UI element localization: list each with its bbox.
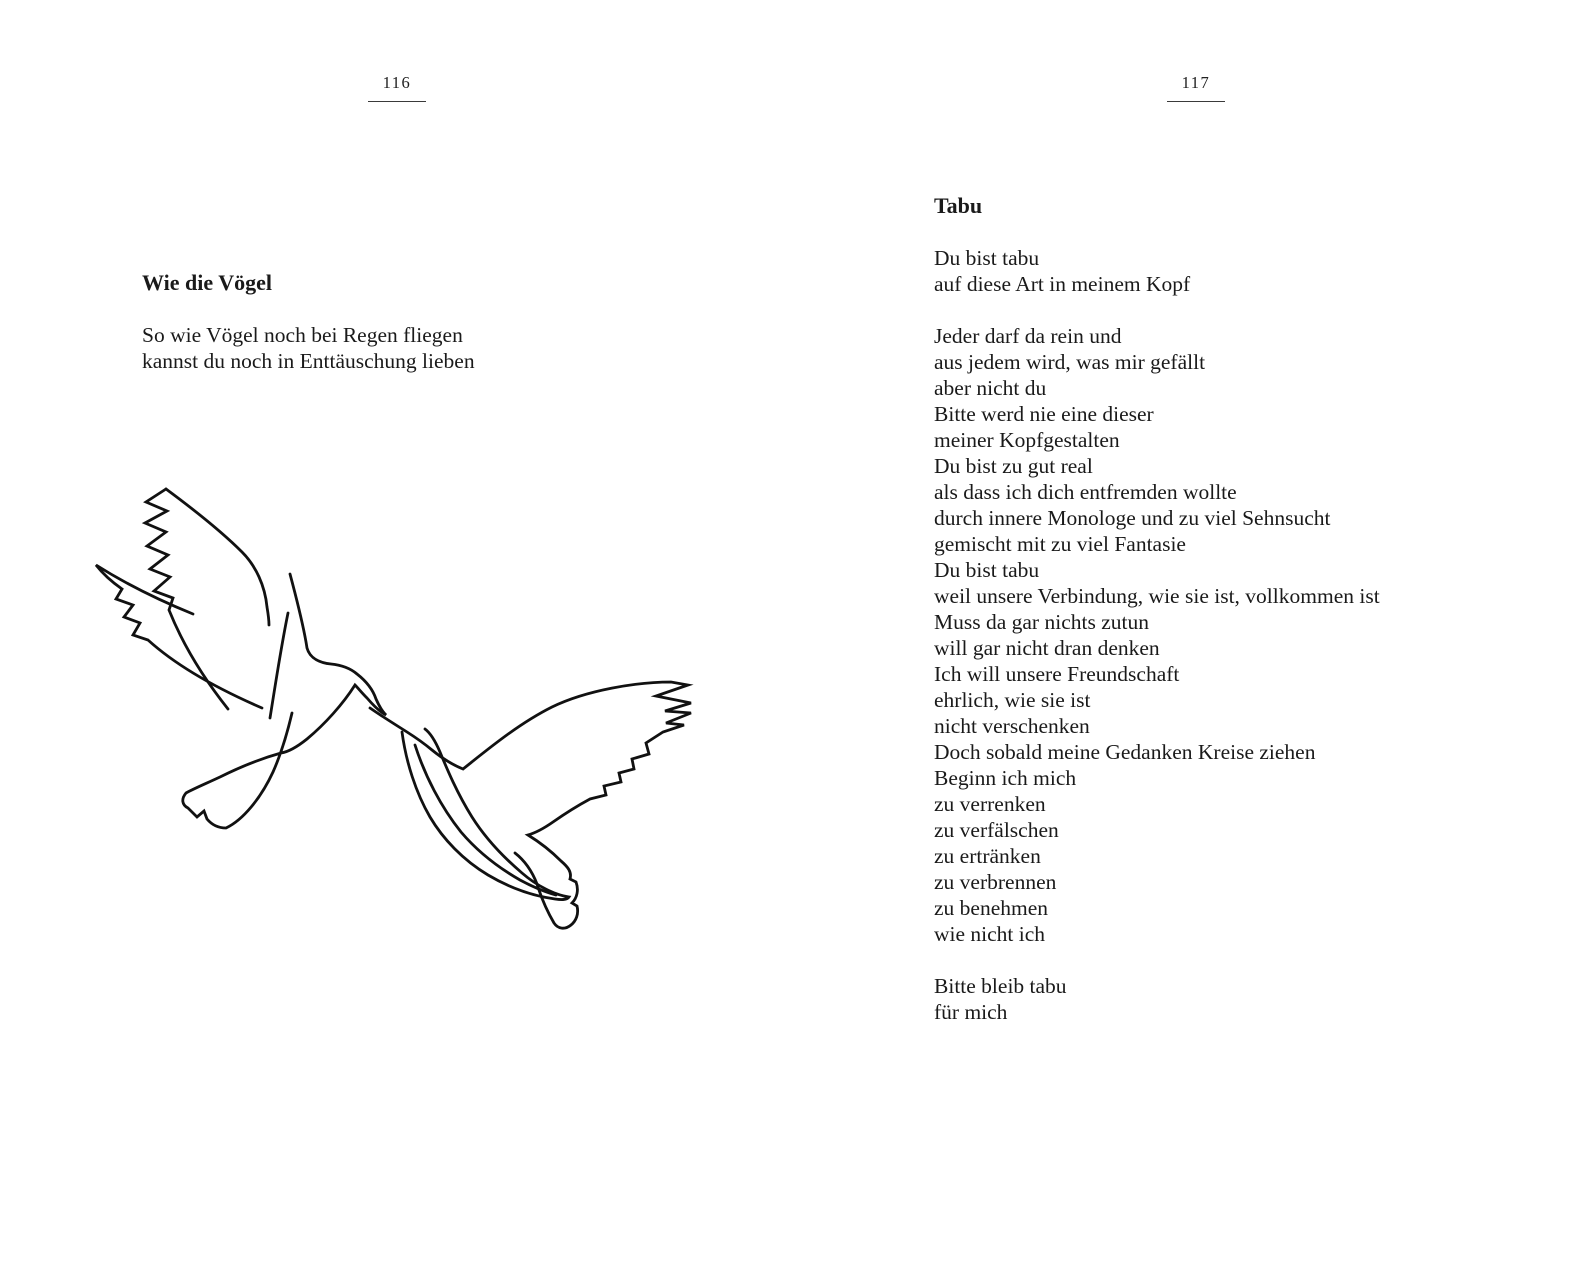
poem-line: will gar nicht dran denken <box>934 636 1160 660</box>
poem-line: Du bist zu gut real <box>934 454 1093 478</box>
poem-line: zu ertränken <box>934 844 1041 868</box>
poem-line: Ich will unsere Freundschaft <box>934 662 1180 686</box>
poem-line: Bitte bleib tabu <box>934 974 1067 998</box>
poem-line: zu verbrennen <box>934 870 1057 894</box>
poem-body <box>142 322 702 374</box>
poem-title: Wie die Vögel <box>142 270 272 295</box>
poem-left <box>142 270 702 374</box>
poem-line: Du bist tabu <box>934 246 1040 270</box>
left-page-number-block <box>347 73 447 102</box>
poem-line: gemischt mit zu viel Fantasie <box>934 532 1186 556</box>
left-bird-wing-base-curve <box>270 613 288 718</box>
poem-line: Du bist tabu <box>934 558 1040 582</box>
poem-line: durch innere Monologe und zu viel Sehnsucht <box>934 506 1331 530</box>
poem-line: zu benehmen <box>934 896 1049 920</box>
poem-line: auf diese Art in meinem Kopf <box>934 272 1191 296</box>
poem-line: zu verfälschen <box>934 818 1059 842</box>
page-number: 116 <box>382 73 412 92</box>
poem-line: für mich <box>934 1000 1008 1024</box>
poem-line: wie nicht ich <box>934 922 1046 946</box>
poem-stanza <box>934 245 1534 297</box>
left-bird-far-wing-leading-edge <box>166 489 269 625</box>
poem-line: aber nicht du <box>934 376 1047 400</box>
poem-line: Doch sobald meine Gedanken Kreise ziehen <box>934 740 1316 764</box>
poem-line: nicht verschenken <box>934 714 1090 738</box>
poem-line: zu verrenken <box>934 792 1046 816</box>
poem-stanza <box>934 323 1534 947</box>
poem-line: Beginn ich mich <box>934 766 1077 790</box>
poem-line: aus jedem wird, was mir gefällt <box>934 350 1206 374</box>
left-bird-body <box>183 574 386 828</box>
poem-line: Muss da gar nichts zutun <box>934 610 1149 634</box>
two-birds-line-drawing <box>85 462 710 940</box>
right-bird-near-wing <box>402 729 569 900</box>
right-page-number-block <box>1146 73 1246 102</box>
right-page <box>797 0 1594 1270</box>
poem-line: kannst du noch in Enttäuschung lieben <box>142 349 475 373</box>
poem-line: Bitte werd nie eine dieser <box>934 402 1154 426</box>
poem-body <box>934 245 1534 1025</box>
poem-line: ehrlich, wie sie ist <box>934 688 1091 712</box>
poem-line: weil unsere Verbindung, wie sie ist, vollkommen ist <box>934 584 1380 608</box>
poem-line: So wie Vögel noch bei Regen fliegen <box>142 323 463 347</box>
right-bird-body-and-wing <box>370 682 691 928</box>
page-number-rule <box>1167 101 1225 102</box>
poem-stanza <box>934 973 1534 1025</box>
page-number: 117 <box>1181 73 1211 92</box>
page-number-rule <box>368 101 426 102</box>
poem-line: als dass ich dich entfremden wollte <box>934 480 1237 504</box>
poem-line: Jeder darf da rein und <box>934 324 1122 348</box>
poem-title: Tabu <box>934 193 983 218</box>
poem-line: meiner Kopfgestalten <box>934 428 1120 452</box>
poem-right <box>934 193 1534 1025</box>
poem-stanza <box>142 322 702 374</box>
left-bird-near-wing <box>96 565 262 708</box>
